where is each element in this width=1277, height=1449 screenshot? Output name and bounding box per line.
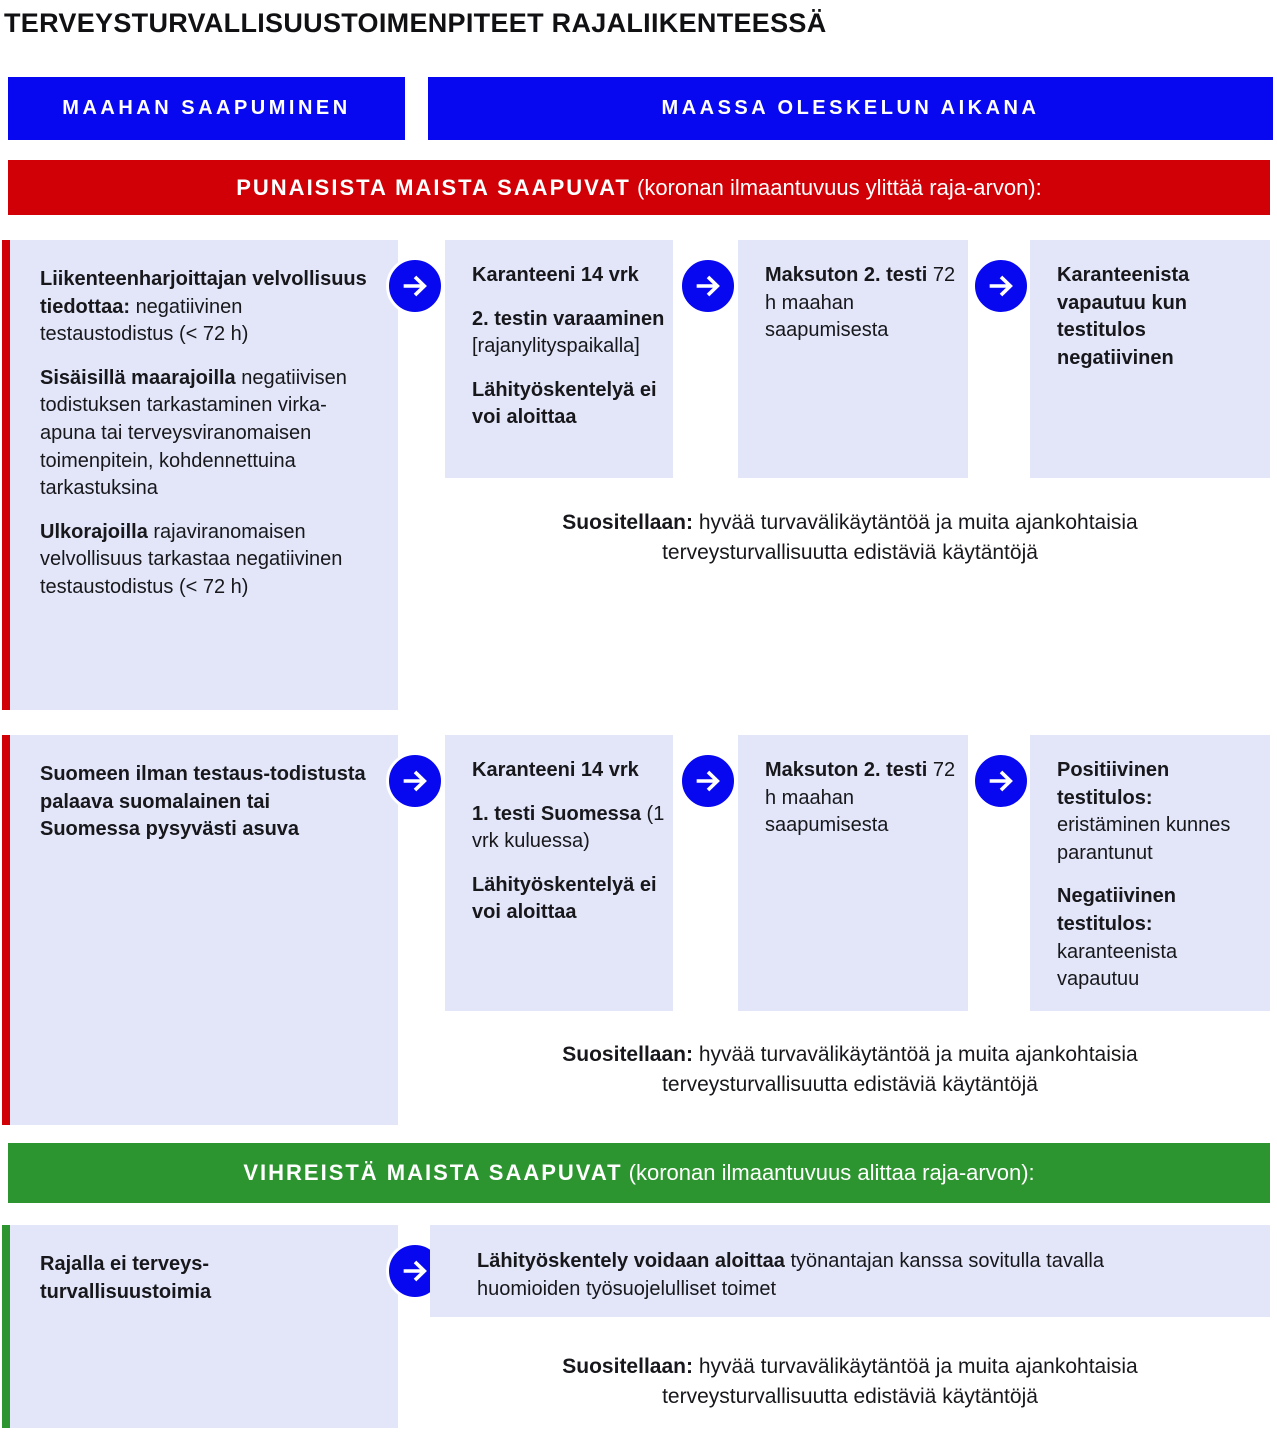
source-box-transport-operator [2, 240, 398, 710]
bold-text: Karanteenista vapautuu kun testitulos negatiivinen [1057, 264, 1190, 369]
recommendation-line1 [430, 1352, 1270, 1382]
text-paragraph [472, 262, 665, 290]
bold-text: Ulkorajoilla [40, 520, 148, 543]
recommendation-line2: terveysturvallisuutta edistäviä käytäntöjä [662, 540, 1038, 564]
green-countries-banner [8, 1143, 1270, 1203]
green-banner-title: VIHREISTÄ MAISTA SAAPUVAT [243, 1160, 623, 1185]
step-box-close-work-allowed [430, 1225, 1270, 1317]
text-paragraph [1057, 757, 1258, 867]
arrow-glyph [692, 270, 724, 302]
recommendation-line1 [430, 1040, 1270, 1070]
text-paragraph [472, 306, 665, 361]
recommendation-note [430, 1040, 1270, 1100]
text-paragraph [40, 519, 372, 602]
body-text: (1 vrk kuluessa) [472, 802, 665, 853]
arrow-glyph [692, 765, 724, 797]
step-box-test-result-row2 [1030, 735, 1270, 1011]
bold-text: Liikenteenharjoittajan velvollisuus tiedottaa: [40, 268, 367, 318]
text-paragraph [765, 757, 956, 840]
step-box-second-test-row2 [738, 735, 968, 1011]
bold-text: Lähityöskentely voidaan aloittaa [477, 1250, 785, 1272]
body-text: hyvää turvavälikäytäntöä ja muita ajankohtaisia [698, 1355, 1138, 1378]
column-header-arrival-label: MAAHAN SAAPUMINEN [62, 97, 351, 119]
body-text: [rajanylityspaikalla] [472, 335, 640, 358]
bold-text: 1. testi Suomessa [472, 802, 641, 825]
text-paragraph [40, 266, 372, 349]
body-text: 72 h maahan saapumisesta [765, 759, 956, 837]
red-banner-title: PUNAISISTA MAISTA SAAPUVAT [236, 174, 631, 200]
recommendation-line2: terveysturvallisuutta edistäviä käytäntöjä [662, 1384, 1038, 1408]
column-header-during-stay [428, 77, 1273, 140]
source-box-no-measures [2, 1225, 398, 1428]
arrow-glyph [399, 765, 431, 797]
bold-text: Maksuton 2. testi [765, 264, 928, 286]
bold-text: Sisäisillä maarajoilla [40, 366, 236, 389]
column-header-during-stay-label: MAASSA OLESKELUN AIKANA [661, 97, 1040, 119]
arrow-glyph [399, 270, 431, 302]
body-text: rajaviranomaisen velvollisuus tarkastaa negatiivinen testaustodistus (< 72 h) [40, 520, 343, 598]
bold-text: Suositellaan: [562, 1355, 693, 1378]
text-paragraph [477, 1248, 1130, 1303]
text-paragraph [1057, 262, 1258, 372]
bold-text: 2. testin varaaminen [472, 307, 665, 330]
body-text: negatiivisen todistuksen tarkastaminen virka-apuna tai terveysviranomaisen toimenpitein, kohdennettuina tarkastuksina [40, 366, 347, 500]
arrow-right-icon [679, 257, 737, 315]
step-box-quarantine-row1 [445, 240, 673, 478]
arrow-right-icon [972, 752, 1030, 810]
arrow-glyph [399, 1255, 431, 1287]
recommendation-line2: terveysturvallisuutta edistäviä käytäntöjä [662, 1072, 1038, 1096]
bold-text: Rajalla ei terveys-turvallisuustoimia [40, 1253, 212, 1303]
arrow-right-icon [386, 752, 444, 810]
text-paragraph [40, 1251, 372, 1306]
step-box-quarantine-row2 [445, 735, 673, 1011]
arrow-glyph [985, 270, 1017, 302]
step-box-release-row1 [1030, 240, 1270, 478]
recommendation-note [430, 1352, 1270, 1412]
recommendation-note [430, 508, 1270, 568]
bold-text: Positiivinen testitulos: [1057, 759, 1170, 809]
text-paragraph [40, 365, 372, 503]
body-text: eristäminen kunnes parantunut [1057, 814, 1231, 864]
body-text: työnantajan kanssa sovitulla tavalla huomioiden työsuojelulliset toimet [477, 1250, 1104, 1300]
bold-text: Karanteeni 14 vrk [472, 759, 639, 781]
text-paragraph [472, 801, 665, 856]
arrow-glyph [985, 765, 1017, 797]
text-paragraph [472, 872, 665, 927]
recommendation-line1 [430, 508, 1270, 538]
bold-text: Negatiivinen testitulos: [1057, 885, 1176, 935]
body-text: hyvää turvavälikäytäntöä ja muita ajankohtaisia [698, 511, 1138, 534]
bold-text: Suositellaan: [562, 1043, 693, 1066]
bold-text: Maksuton 2. testi [765, 759, 928, 781]
page-title: TERVEYSTURVALLISUUSTOIMENPITEET RAJALIIKENTEESSÄ [4, 8, 827, 38]
bold-text: Suositellaan: [562, 511, 693, 534]
body-text: karanteenista vapautuu [1057, 940, 1178, 991]
bold-text: Lähityöskentelyä ei voi aloittaa [472, 378, 657, 429]
bold-text: Suomeen ilman testaus-todistusta palaava suomalainen tai Suomessa pysyvästi asuva [40, 763, 366, 841]
arrow-right-icon [972, 257, 1030, 315]
red-banner-subtitle: (koronan ilmaantuvuus ylittää raja-arvon): [637, 174, 1042, 200]
body-text: 72 h maahan saapumisesta [765, 264, 956, 342]
text-paragraph [765, 262, 956, 345]
text-paragraph [472, 757, 665, 785]
bold-text: Karanteeni 14 vrk [472, 264, 639, 286]
bold-text: Lähityöskentelyä ei voi aloittaa [472, 873, 657, 924]
green-banner-subtitle: (koronan ilmaantuvuus alittaa raja-arvon): [628, 1160, 1035, 1185]
arrow-right-icon [386, 257, 444, 315]
step-box-second-test-row1 [738, 240, 968, 478]
column-header-arrival [8, 77, 405, 140]
text-paragraph [472, 377, 665, 432]
body-text: negatiivinen testaustodistus (< 72 h) [40, 295, 249, 346]
red-countries-banner [8, 160, 1270, 215]
source-box-returning-finn [2, 735, 398, 1125]
text-paragraph [1057, 883, 1258, 993]
text-paragraph [40, 761, 372, 844]
body-text: hyvää turvavälikäytäntöä ja muita ajankohtaisia [698, 1043, 1138, 1066]
arrow-right-icon [679, 752, 737, 810]
